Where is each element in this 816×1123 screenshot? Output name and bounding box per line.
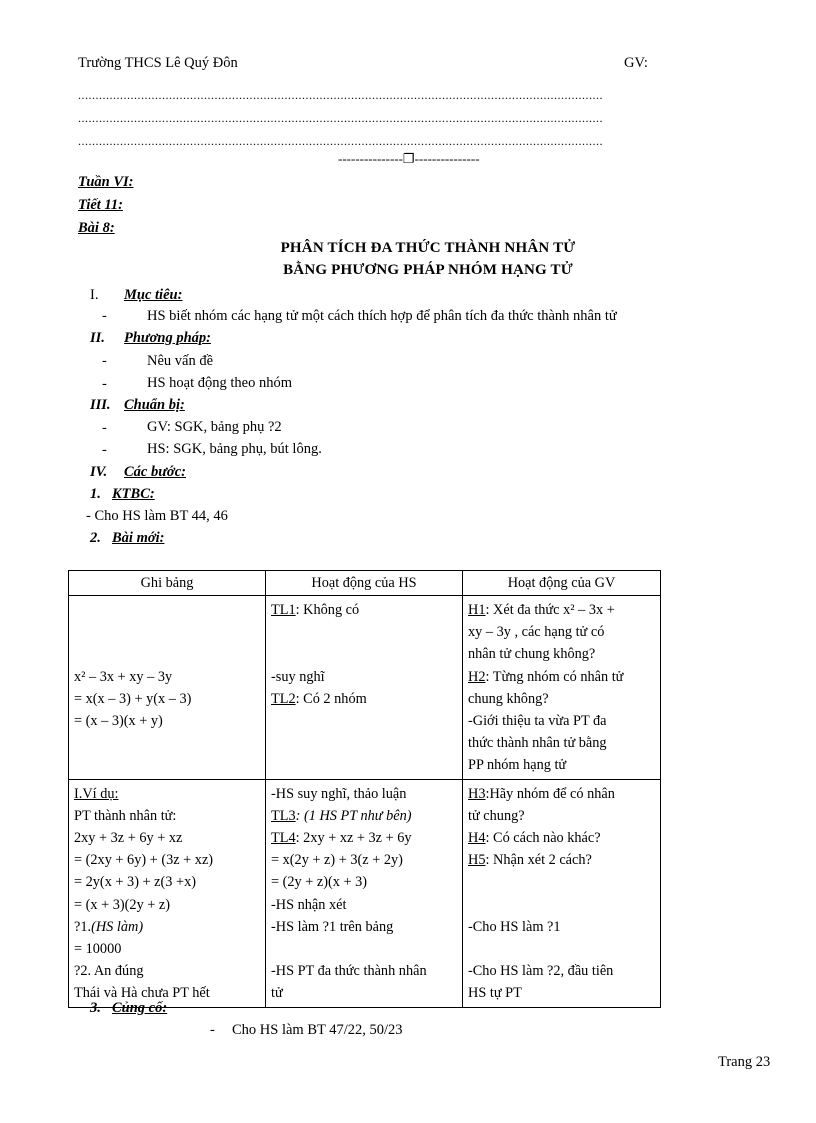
answer-text: : Không có [295, 602, 360, 618]
column-header: Hoạt động của GV [463, 571, 661, 596]
question-text: : Xét đa thức x² – 3x + [485, 602, 615, 618]
question-number: ?1. [74, 918, 92, 935]
cell-line: = 10000 [74, 941, 122, 958]
step-1-text: - Cho HS làm BT 44, 46 [86, 508, 228, 524]
cell-line: xy – 3y , các hạng tử có [468, 624, 605, 641]
cell-line: -HS làm ?1 trên bảng [271, 918, 394, 935]
board-cell [69, 779, 266, 1007]
teacher-cell [463, 596, 661, 780]
method-item: HS hoạt động theo nhóm [147, 375, 292, 391]
consolidation-item: Cho HS làm BT 47/22, 50/23 [232, 1022, 403, 1038]
question-tag: H4 [468, 830, 486, 847]
cell-line [468, 894, 655, 916]
question-note: (HS làm) [91, 918, 144, 935]
cell-line [271, 688, 457, 710]
cell-line: -HS PT đa thức thành nhân [271, 963, 427, 980]
question-tag: H1 [468, 602, 486, 618]
cell-line: chung không? [468, 690, 549, 707]
section-4-number: IV. [90, 464, 108, 480]
answer-tag: TL3 [271, 807, 296, 824]
cell-line: HS tự PT [468, 985, 522, 1002]
cell-line: -Cho HS làm ?2, đầu tiên [468, 963, 614, 980]
cell-line: thức thành nhân tử bằng [468, 735, 607, 752]
answer-text: : Có 2 nhóm [295, 690, 367, 707]
bullet-dash: - [210, 1022, 215, 1038]
preparation-item: HS: SGK, bảng phụ, bút lông. [147, 441, 322, 457]
bullet-dash: - [102, 308, 107, 324]
answer-tag: TL2 [271, 690, 296, 707]
header-separator: ---------------❐--------------- [338, 151, 480, 166]
cell-line: tử [271, 985, 283, 1002]
cell-line: nhân tử chung không? [468, 646, 596, 663]
section-4-heading: Các bước: [124, 464, 186, 480]
question-tag: H5 [468, 852, 486, 869]
question-text: : Có cách nào khác? [485, 830, 601, 847]
cell-line [468, 849, 655, 871]
table-header-row [69, 571, 661, 596]
question-tag: H3 [468, 785, 486, 802]
bullet-dash: - [102, 353, 107, 369]
cell-line [468, 871, 655, 893]
section-3-number: III. [90, 397, 111, 413]
cell-line: PT thành nhân tử: [74, 807, 177, 824]
cell-line [271, 805, 457, 827]
section-1-heading: Mục tiêu: [124, 287, 183, 303]
answer-tag: TL4 [271, 830, 296, 847]
cell-line: = 2y(x + 3) + z(3 +x) [74, 874, 196, 891]
cell-line: = x(2y + z) + 3(z + 2y) [271, 852, 403, 869]
cell-line: = (x + 3)(2y + z) [74, 896, 171, 913]
step-1-heading: KTBC: [112, 486, 155, 502]
cell-line [271, 599, 457, 621]
cell-line: -suy nghĩ [271, 668, 325, 685]
bullet-dash: - [102, 376, 107, 392]
bullet-dash: - [102, 442, 107, 458]
column-header: Ghi bảng [69, 571, 266, 596]
page-number: Trang 23 [718, 1054, 771, 1070]
cell-line: PP nhóm hạng tử [468, 757, 567, 774]
step-2-number: 2. [90, 530, 101, 546]
cell-line [271, 643, 457, 665]
section-2-number: II. [90, 330, 105, 346]
cell-line [468, 666, 655, 688]
step-1-number: 1. [90, 486, 101, 502]
cell-line: Thái và Hà chưa PT hết [74, 985, 210, 1002]
cell-line [74, 916, 260, 938]
student-cell [266, 779, 463, 1007]
cell-line: = (x – 3)(x + y) [74, 712, 163, 729]
page-title-line2: BẰNG PHƯƠNG PHÁP NHÓM HẠNG TỬ [283, 262, 573, 278]
cell-line: = (2xy + 6y) + (3z + xz) [74, 852, 214, 869]
step-3-number: 3. [90, 1000, 101, 1016]
school-name: Trường THCS Lê Quý Đôn [78, 55, 238, 71]
dotted-line-2: ...................................................................................................................................................... [78, 111, 603, 125]
question-tag: H2 [468, 668, 486, 685]
cell-line: x² – 3x + xy – 3y [74, 668, 173, 685]
cell-line: tử chung? [468, 807, 525, 824]
page-title-line1: PHÂN TÍCH ĐA THỨC THÀNH NHÂN TỬ [280, 240, 576, 256]
cell-line [74, 643, 260, 665]
student-cell [266, 596, 463, 780]
table-row [69, 596, 661, 780]
question-text: : Nhận xét 2 cách? [485, 852, 592, 869]
section-1-number: I. [90, 287, 99, 303]
cell-line [271, 827, 457, 849]
cell-line [468, 783, 655, 805]
lesson-label: Bài 8: [78, 220, 115, 236]
cell-line [271, 938, 457, 960]
period-label: Tiết 11: [78, 197, 123, 213]
cell-line: -Cho HS làm ?1 [468, 918, 561, 935]
example-heading: I.Ví dụ: [74, 785, 119, 802]
cell-line [74, 599, 260, 621]
cell-line: 2xy + 3z + 6y + xz [74, 830, 183, 847]
week-label: Tuần VI: [78, 174, 134, 190]
question-text: : Từng nhóm có nhân tử [485, 668, 624, 685]
question-text: :Hãy nhóm để có nhân [485, 785, 615, 802]
answer-text: : 2xy + xz + 3z + 6y [295, 830, 412, 847]
cell-line [468, 599, 655, 621]
column-header: Hoạt động của HS [266, 571, 463, 596]
cell-line: ?2. An đúng [74, 963, 144, 980]
cell-line [74, 621, 260, 643]
lesson-table [68, 570, 661, 1008]
answer-tag: TL1 [271, 602, 296, 618]
objective-item: HS biết nhóm các hạng tử một cách thích hợp để phân tích đa thức thành nhân tử [147, 308, 617, 324]
board-cell [69, 596, 266, 780]
dotted-line-3: ...................................................................................................................................................... [78, 134, 603, 148]
cell-line [468, 827, 655, 849]
dotted-line-1: ...................................................................................................................................................... [78, 88, 603, 102]
method-item: Nêu vấn đề [147, 353, 214, 369]
step-2-heading: Bài mới: [112, 530, 165, 546]
cell-line: -HS nhận xét [271, 896, 347, 913]
step-3-heading: Củng cố: [112, 1000, 168, 1016]
cell-line: -Giới thiệu ta vừa PT đa [468, 713, 607, 730]
answer-text: : (1 HS PT như bên) [295, 807, 412, 824]
preparation-item: GV: SGK, bảng phụ ?2 [147, 419, 282, 435]
section-2-heading: Phương pháp: [124, 330, 211, 346]
teacher-cell [463, 779, 661, 1007]
teacher-label: GV: [624, 55, 648, 71]
cell-line: -HS suy nghĩ, thảo luận [271, 785, 407, 802]
cell-line [271, 621, 457, 643]
table-row [69, 779, 661, 1007]
bullet-dash: - [102, 420, 107, 436]
cell-line [468, 938, 655, 960]
cell-line: = (2y + z)(x + 3) [271, 874, 368, 891]
cell-line: = x(x – 3) + y(x – 3) [74, 690, 192, 707]
section-3-heading: Chuẩn bị: [124, 397, 185, 413]
